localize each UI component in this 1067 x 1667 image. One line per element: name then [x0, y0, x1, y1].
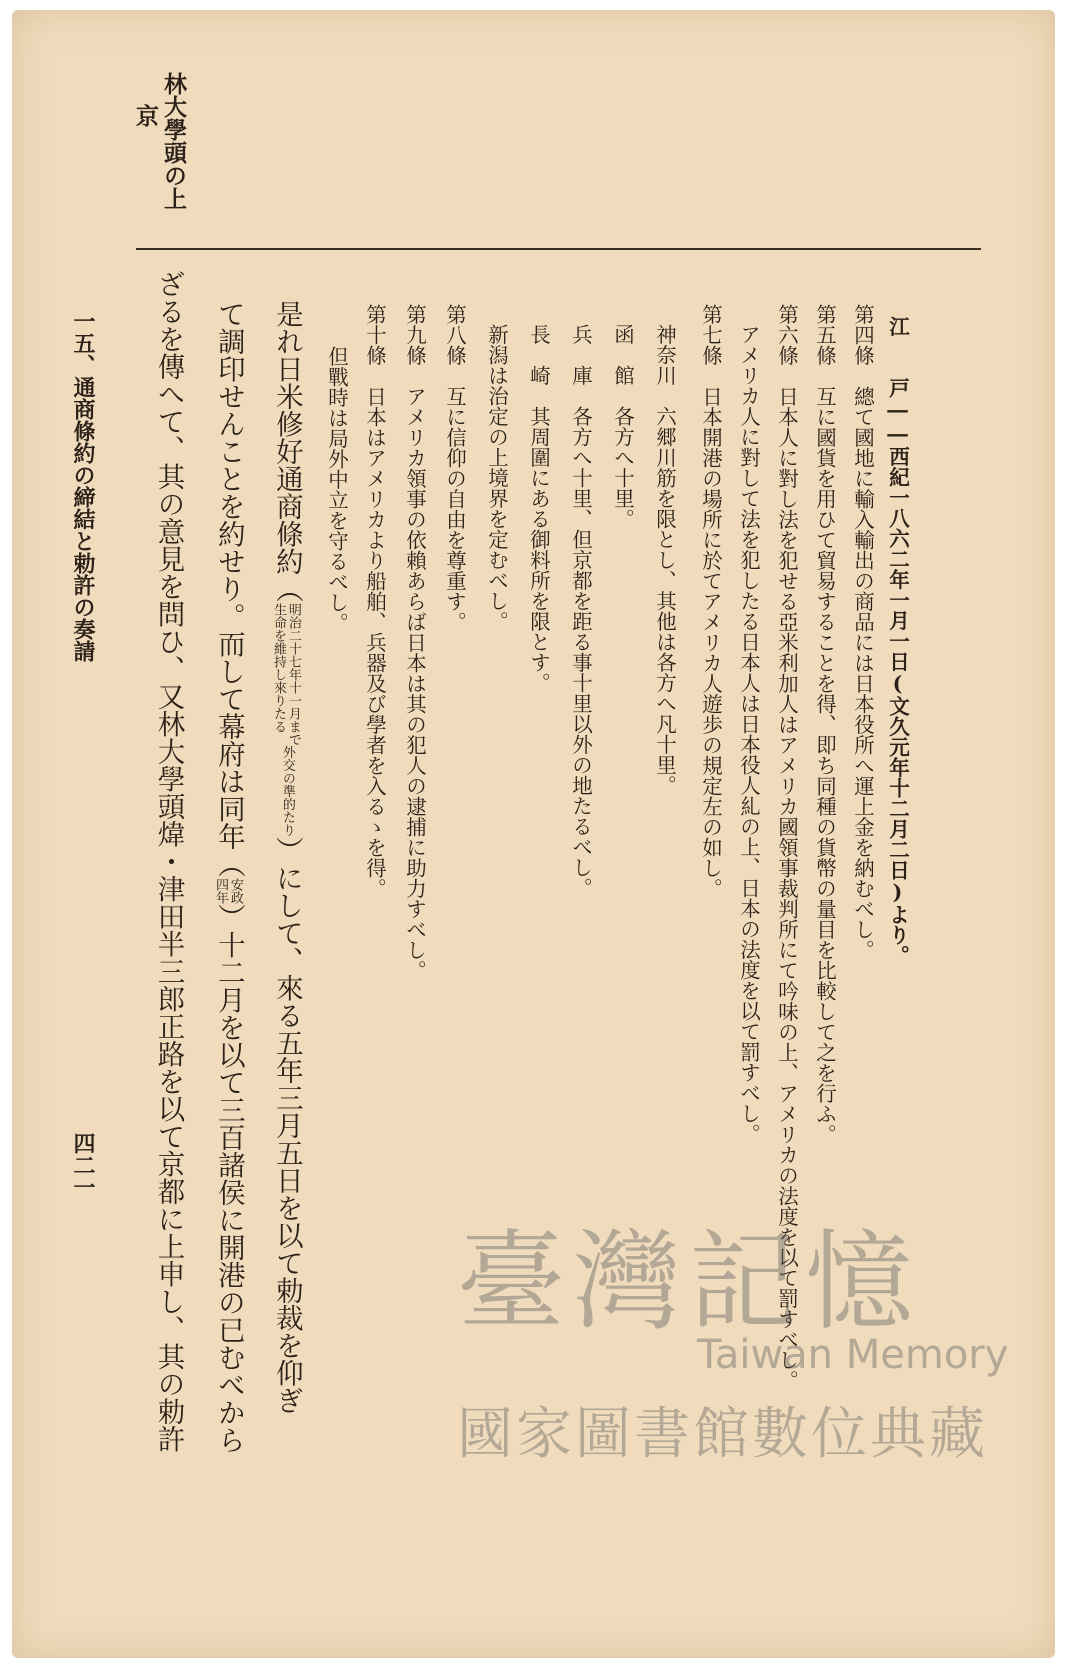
body-line-2-rest: 十二月を以て三百諸侯に開港の已むべから: [212, 931, 245, 1454]
header-rule: [136, 248, 981, 250]
port-hakodate: 函 館 各方へ十里。: [610, 324, 635, 529]
watermark-chinese: 國家圖書館數位典藏: [457, 1402, 988, 1467]
body-line-3: ざるを傳へて、其の意見を問ひ、又林大學頭煒・津田半三郎正路を以て京都に上申し、其の勅許: [152, 270, 185, 1453]
body-paren-close: ）: [270, 836, 303, 864]
body-note-1b: 生命を維持し來りたる: [270, 602, 286, 733]
section-title: 一五、通商條約の締結と勅許の奏請: [70, 310, 96, 662]
body-paren-open-2: （: [212, 850, 245, 878]
body-paren-close-2: ）: [212, 903, 245, 931]
watermark-script: 臺灣記憶: [457, 1220, 922, 1345]
article-10-proviso: 但戰時は局外中立を守るべし。: [324, 346, 349, 633]
port-nagasaki: 長 崎 其周圍にある御料所を限とす。: [526, 324, 551, 693]
body-note-1a: 明治二十七年十一月まで: [285, 602, 301, 746]
body-note-2: [212, 878, 242, 904]
book-page: [12, 10, 1055, 1658]
running-head-cont: 京: [132, 104, 159, 127]
article-6-cont: アメリカ人に對して法を犯したる日本人は日本役人糺の上、日本の法度を以て罰すべし。: [736, 324, 761, 1144]
page-number: 四二一: [70, 1132, 96, 1198]
body-line-2: [212, 300, 245, 1454]
article-7: 第七條 日本開港の場所に於てアメリカ人遊歩の規定左の如し。: [698, 304, 723, 899]
article-4: 第四條 總て國地に輸入輸出の商品には日本役所へ運上金を納むべし。: [850, 304, 875, 960]
port-kanagawa: 神奈川 六郷川筋を限とし、其他は各方へ凡十里。: [652, 324, 677, 796]
port-niigata: 新潟は治定の上境界を定むべし。: [484, 324, 509, 632]
body-note-2a: 安政: [227, 877, 243, 904]
item-edo: 江 戸――西紀一八六二年一月一日(文久元年十二月二日)より。: [885, 316, 910, 966]
article-8: 第八條 互に信仰の自由を尊重す。: [442, 304, 467, 632]
port-hyogo: 兵 庫 各方へ十里、但京都を距る事十里以外の地たるべし。: [568, 324, 593, 898]
running-head: 林大學頭の上: [160, 72, 187, 210]
body-line-1-rest: にして、來る五年三月五日を以て勅裁を仰ぎ: [270, 864, 303, 1414]
article-9: 第九條 アメリカ領事の依賴あらば日本は其の犯人の逮捕に助力すべし。: [402, 304, 427, 981]
body-line-1-text: 是れ日米修好通商條約: [270, 300, 303, 575]
article-10: 第十條 日本はアメリカより船舶、兵器及び學者を入るゝを得。: [362, 304, 387, 899]
body-note-1: [270, 603, 300, 746]
body-paren-open: （: [270, 575, 303, 603]
body-note-2b: 四年: [212, 877, 228, 904]
body-line-1-note-tail: 外交の準的たり: [279, 745, 295, 837]
watermark-english: Taiwan Memory: [697, 1332, 1009, 1378]
article-5: 第五條 互に國貨を用ひて貿易することを得、即ち同種の貨幣の量目を比較して之を行ふ。: [812, 304, 837, 1145]
body-line-2-text: て調印せんことを約せり。而して幕府は同年: [212, 300, 245, 850]
article-6: 第六條 日本人に對し法を犯せる亞米利加人はアメリカ國領事裁判所にて吟味の上、アメリカの法度を以て罰すべし。: [774, 304, 799, 1391]
body-line-1: [270, 300, 303, 1414]
